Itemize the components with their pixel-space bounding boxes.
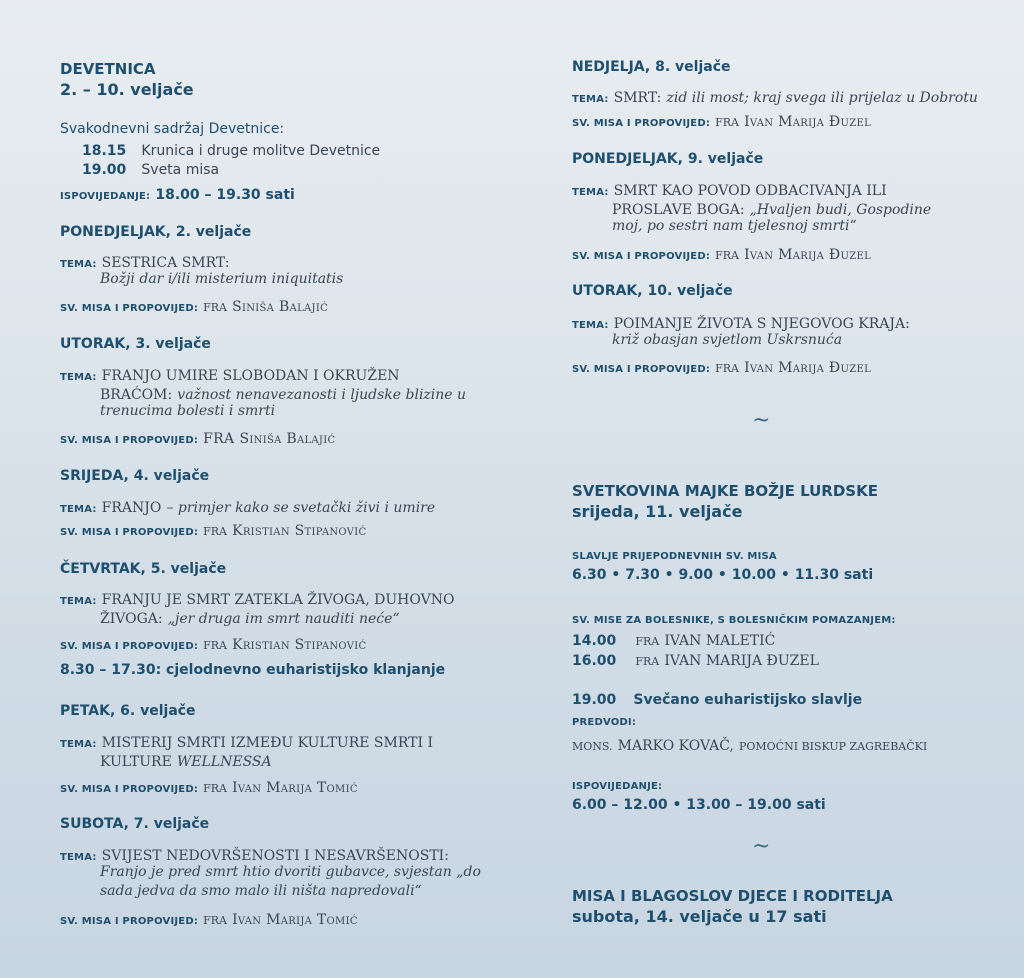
day-theme-line: Franjo je pred smrt htio dvoriti gubavce, svjestan „do — [100, 864, 481, 880]
blessing-title: MISA I BLAGOSLOV DJECE I RODITELJA — [572, 887, 893, 905]
blessing-date: subota, 14. veljače u 17 sati — [572, 907, 827, 926]
day-preacher: SV. MISA I PROPOVIJED: FRA Kristian Stipanović — [60, 523, 367, 539]
day-theme-line: BRAĆOM: važnost nenavezanosti i ljudske blizine u — [100, 387, 467, 403]
daily-row — [82, 159, 219, 178]
ornament-icon: ~ — [752, 834, 771, 859]
day-theme: TEMA: SESTRICA SMRT: — [60, 255, 230, 271]
day-heading: UTORAK, 10. veljače — [572, 283, 733, 299]
day-heading: SRIJEDA, 4. veljače — [60, 468, 210, 484]
day-heading: ČETVRTAK, 5. veljače — [60, 561, 227, 577]
daily-title: Svakodnevni sadržaj Devetnice: — [60, 121, 285, 137]
sick-mass-row: 14.00 FRA IVAN MALETIĆ — [572, 633, 776, 649]
sick-mass-row: 16.00 FRA IVAN MARIJA ĐUZEL — [572, 653, 819, 669]
confession-label: ISPOVIJEDANJE: — [60, 191, 151, 202]
daily-time: 18.15 — [82, 143, 127, 159]
day-theme-line: sada jedva da smo malo ili ništa napredovali“ — [100, 883, 422, 899]
day-heading: PONEDJELJAK, 9. veljače — [572, 151, 764, 167]
daily-row — [82, 140, 380, 159]
morning-masses-times: 6.30 • 7.30 • 9.00 • 10.00 • 11.30 sati — [572, 567, 874, 583]
day-heading: PETAK, 6. veljače — [60, 703, 196, 719]
daily-time: 19.00 — [82, 162, 127, 178]
confession-time: 18.00 – 19.30 sati — [155, 187, 295, 203]
day-preacher: SV. MISA I PROPOVIJED: FRA Siniša Balajić — [60, 299, 329, 315]
adoration-note: 8.30 – 17.30: cjelodnevno euharistijsko klanjanje — [60, 662, 446, 678]
day-theme: TEMA: POIMANJE ŽIVOTA S NJEGOVOG KRAJA: — [572, 316, 910, 332]
day-preacher: SV. MISA I PROPOVIJED: FRA Ivan Marija Đuzel — [572, 360, 872, 376]
day-theme-line: trenucima bolesti i smrti — [100, 403, 276, 419]
day-heading: PONEDJELJAK, 2. veljače — [60, 224, 252, 240]
day-heading: SUBOTA, 7. veljače — [60, 816, 210, 832]
novena-title: DEVETNICA — [60, 60, 156, 78]
evening-mass: 19.00 Svečano euharistijsko slavlje — [572, 692, 863, 708]
feast-confession-times: 6.00 – 12.00 • 13.00 – 19.00 sati — [572, 797, 826, 813]
day-theme-line: moj, po sestri nam tjelesnoj smrti“ — [612, 218, 857, 234]
ornament-icon: ~ — [752, 408, 771, 433]
day-theme: TEMA: FRANJO UMIRE SLOBODAN I OKRUŽEN — [60, 368, 400, 384]
day-preacher: SV. MISA I PROPOVIJED: FRA Siniša Balajić — [60, 431, 336, 447]
day-theme: TEMA: FRANJU JE SMRT ZATEKLA ŽIVOGA, DUHOVNO — [60, 592, 455, 608]
day-heading: UTORAK, 3. veljače — [60, 336, 211, 352]
morning-masses-label: SLAVLJE PRIJEPODNEVNIH SV. MISA — [572, 551, 777, 562]
feast-confession-label: ISPOVIJEDANJE: — [572, 781, 663, 792]
day-preacher: SV. MISA I PROPOVIJED: FRA Ivan Marija Tomić — [60, 780, 358, 796]
day-theme-line: PROSLAVE BOGA: „Hvaljen budi, Gospodine — [612, 202, 932, 218]
daily-text: Krunica i druge molitve Devetnice — [141, 143, 381, 159]
presider: MONS. MARKO KOVAČ, POMOĆNI BISKUP ZAGREBAČKI — [572, 738, 928, 754]
day-preacher: SV. MISA I PROPOVIJED: FRA Ivan Marija Đuzel — [572, 114, 872, 130]
day-theme: TEMA: SMRT KAO POVOD ODBACIVANJA ILI — [572, 183, 887, 199]
day-theme-line: ŽIVOGA: „jer druga im smrt nauditi neće“ — [100, 611, 400, 627]
day-theme-line: križ obasjan svjetlom Uskrsnuća — [612, 332, 843, 348]
feast-date: srijeda, 11. veljače — [572, 502, 743, 521]
daily-text: Sveta misa — [141, 162, 220, 178]
sick-masses-label: SV. MISE ZA BOLESNIKE, S BOLESNIČKIM POMAZANJEM: — [572, 615, 896, 626]
presider-label: PREDVODI: — [572, 717, 637, 728]
novena-dates: 2. – 10. veljače — [60, 80, 194, 99]
day-preacher: SV. MISA I PROPOVIJED: FRA Kristian Stipanović — [60, 637, 367, 653]
day-theme: TEMA: SVIJEST NEDOVRŠENOSTI I NESAVRŠENOSTI: — [60, 848, 449, 864]
feast-title: SVETKOVINA MAJKE BOŽJE LURDSKE — [572, 482, 878, 500]
day-theme: TEMA: FRANJO – primjer kako se svetački živi i umire — [60, 500, 436, 516]
day-heading: NEDJELJA, 8. veljače — [572, 59, 731, 75]
day-theme-line: Božji dar i/ili misterium iniquitatis — [100, 271, 344, 287]
day-theme-line: KULTURE WELLNESSA — [100, 754, 272, 770]
day-preacher: SV. MISA I PROPOVIJED: FRA Ivan Marija Đuzel — [572, 247, 872, 263]
novena-confession — [60, 184, 295, 203]
day-theme: TEMA: SMRT: zid ili most; kraj svega ili prijelaz u Dobrotu — [572, 90, 978, 106]
day-theme: TEMA: MISTERIJ SMRTI IZMEĐU KULTURE SMRTI I — [60, 735, 434, 751]
day-preacher: SV. MISA I PROPOVIJED: FRA Ivan Marija Tomić — [60, 912, 358, 928]
